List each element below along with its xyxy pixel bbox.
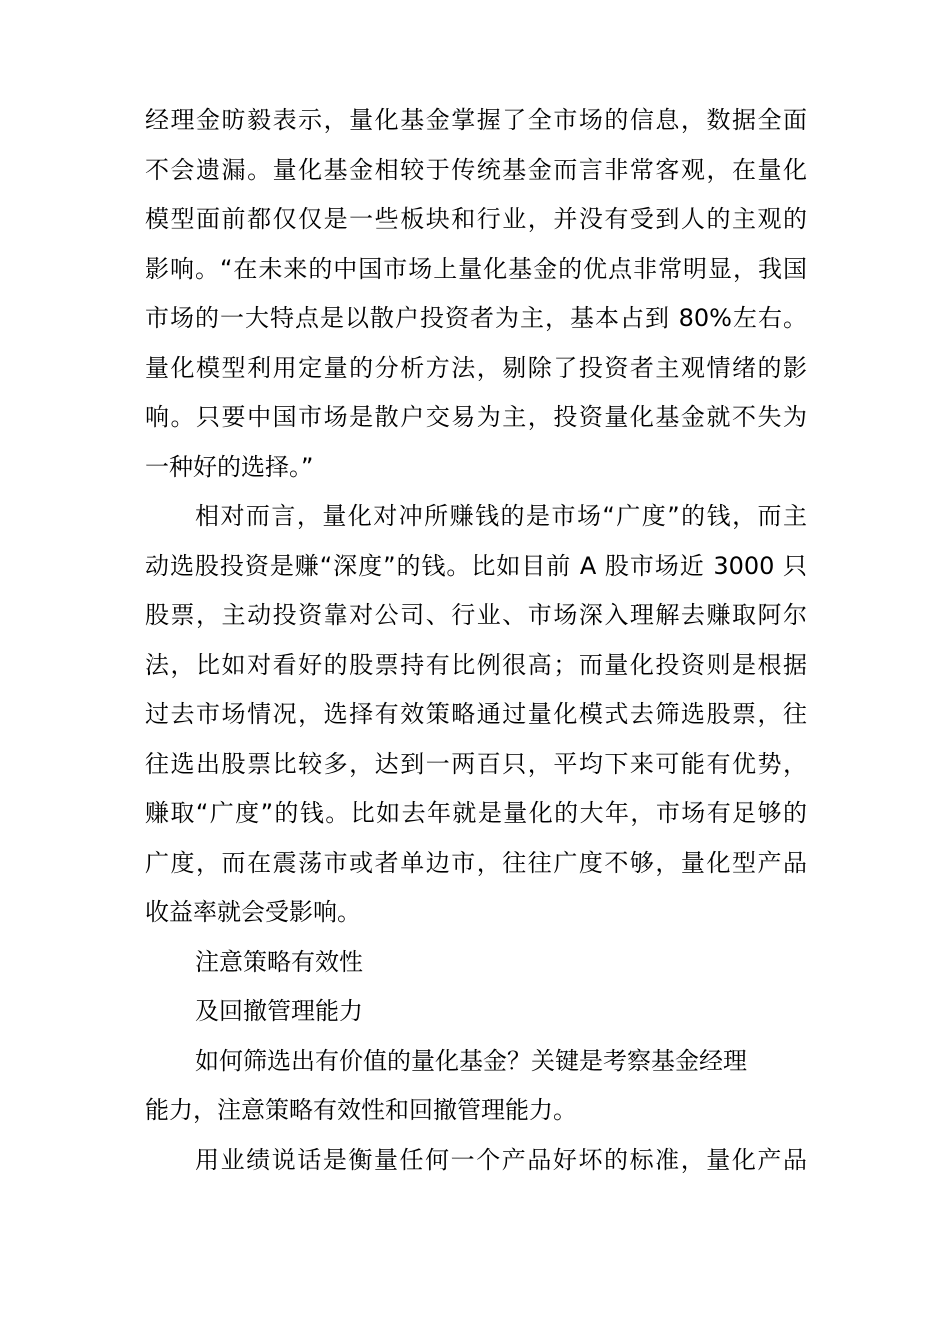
text-line: 不会遗漏。量化基金相较于传统基金而言非常客观，在量化 [145, 155, 807, 184]
text-line: 过去市场情况，选择有效策略通过量化模式去筛选股票，往 [145, 700, 807, 728]
body-text [145, 96, 807, 1185]
text-line: 法，比如对看好的股票持有比例很高；而量化投资则是根据 [145, 650, 807, 679]
text-line: 赚取“广度”的钱。比如去年就是量化的大年，市场有足够的 [145, 799, 807, 827]
text-line: 响。只要中国市场是散户交易为主，投资量化基金就不失为 [145, 403, 807, 431]
text-line: 动选股投资是赚“深度”的钱。比如目前 A 股市场近 3000 只 [145, 551, 807, 580]
section-heading-line: 及回撤管理能力 [195, 997, 363, 1025]
text-line: 股票，主动投资靠对公司、行业、市场深入理解去赚取阿尔 [145, 601, 807, 629]
text-line: 影响。“在未来的中国市场上量化基金的优点非常明显，我国 [145, 254, 807, 283]
text-line: 市场的一大特点是以散户投资者为主，基本占到 80%左右。 [145, 304, 807, 332]
text-line: 能力，注意策略有效性和回撤管理能力。 [145, 1096, 577, 1124]
text-line: 收益率就会受影响。 [145, 898, 361, 926]
text-line: 如何筛选出有价值的量化基金？关键是考察基金经理 [195, 1046, 747, 1075]
text-line: 量化模型利用定量的分析方法，剔除了投资者主观情绪的影 [145, 353, 807, 382]
text-line: 广度，而在震荡市或者单边市，往往广度不够，量化型产品 [145, 848, 807, 877]
text-line: 相对而言，量化对冲所赚钱的是市场“广度”的钱，而主 [195, 502, 807, 530]
text-line: 模型面前都仅仅是一些板块和行业，并没有受到人的主观的 [145, 205, 807, 233]
text-line: 一种好的选择。” [145, 452, 314, 481]
section-heading-line: 注意策略有效性 [195, 947, 363, 976]
text-line: 经理金昉毅表示，量化基金掌握了全市场的信息，数据全面 [145, 106, 807, 134]
text-line: 用业绩说话是衡量任何一个产品好坏的标准，量化产品 [195, 1145, 807, 1174]
text-line: 往选出股票比较多，达到一两百只，平均下来可能有优势， [145, 749, 807, 778]
